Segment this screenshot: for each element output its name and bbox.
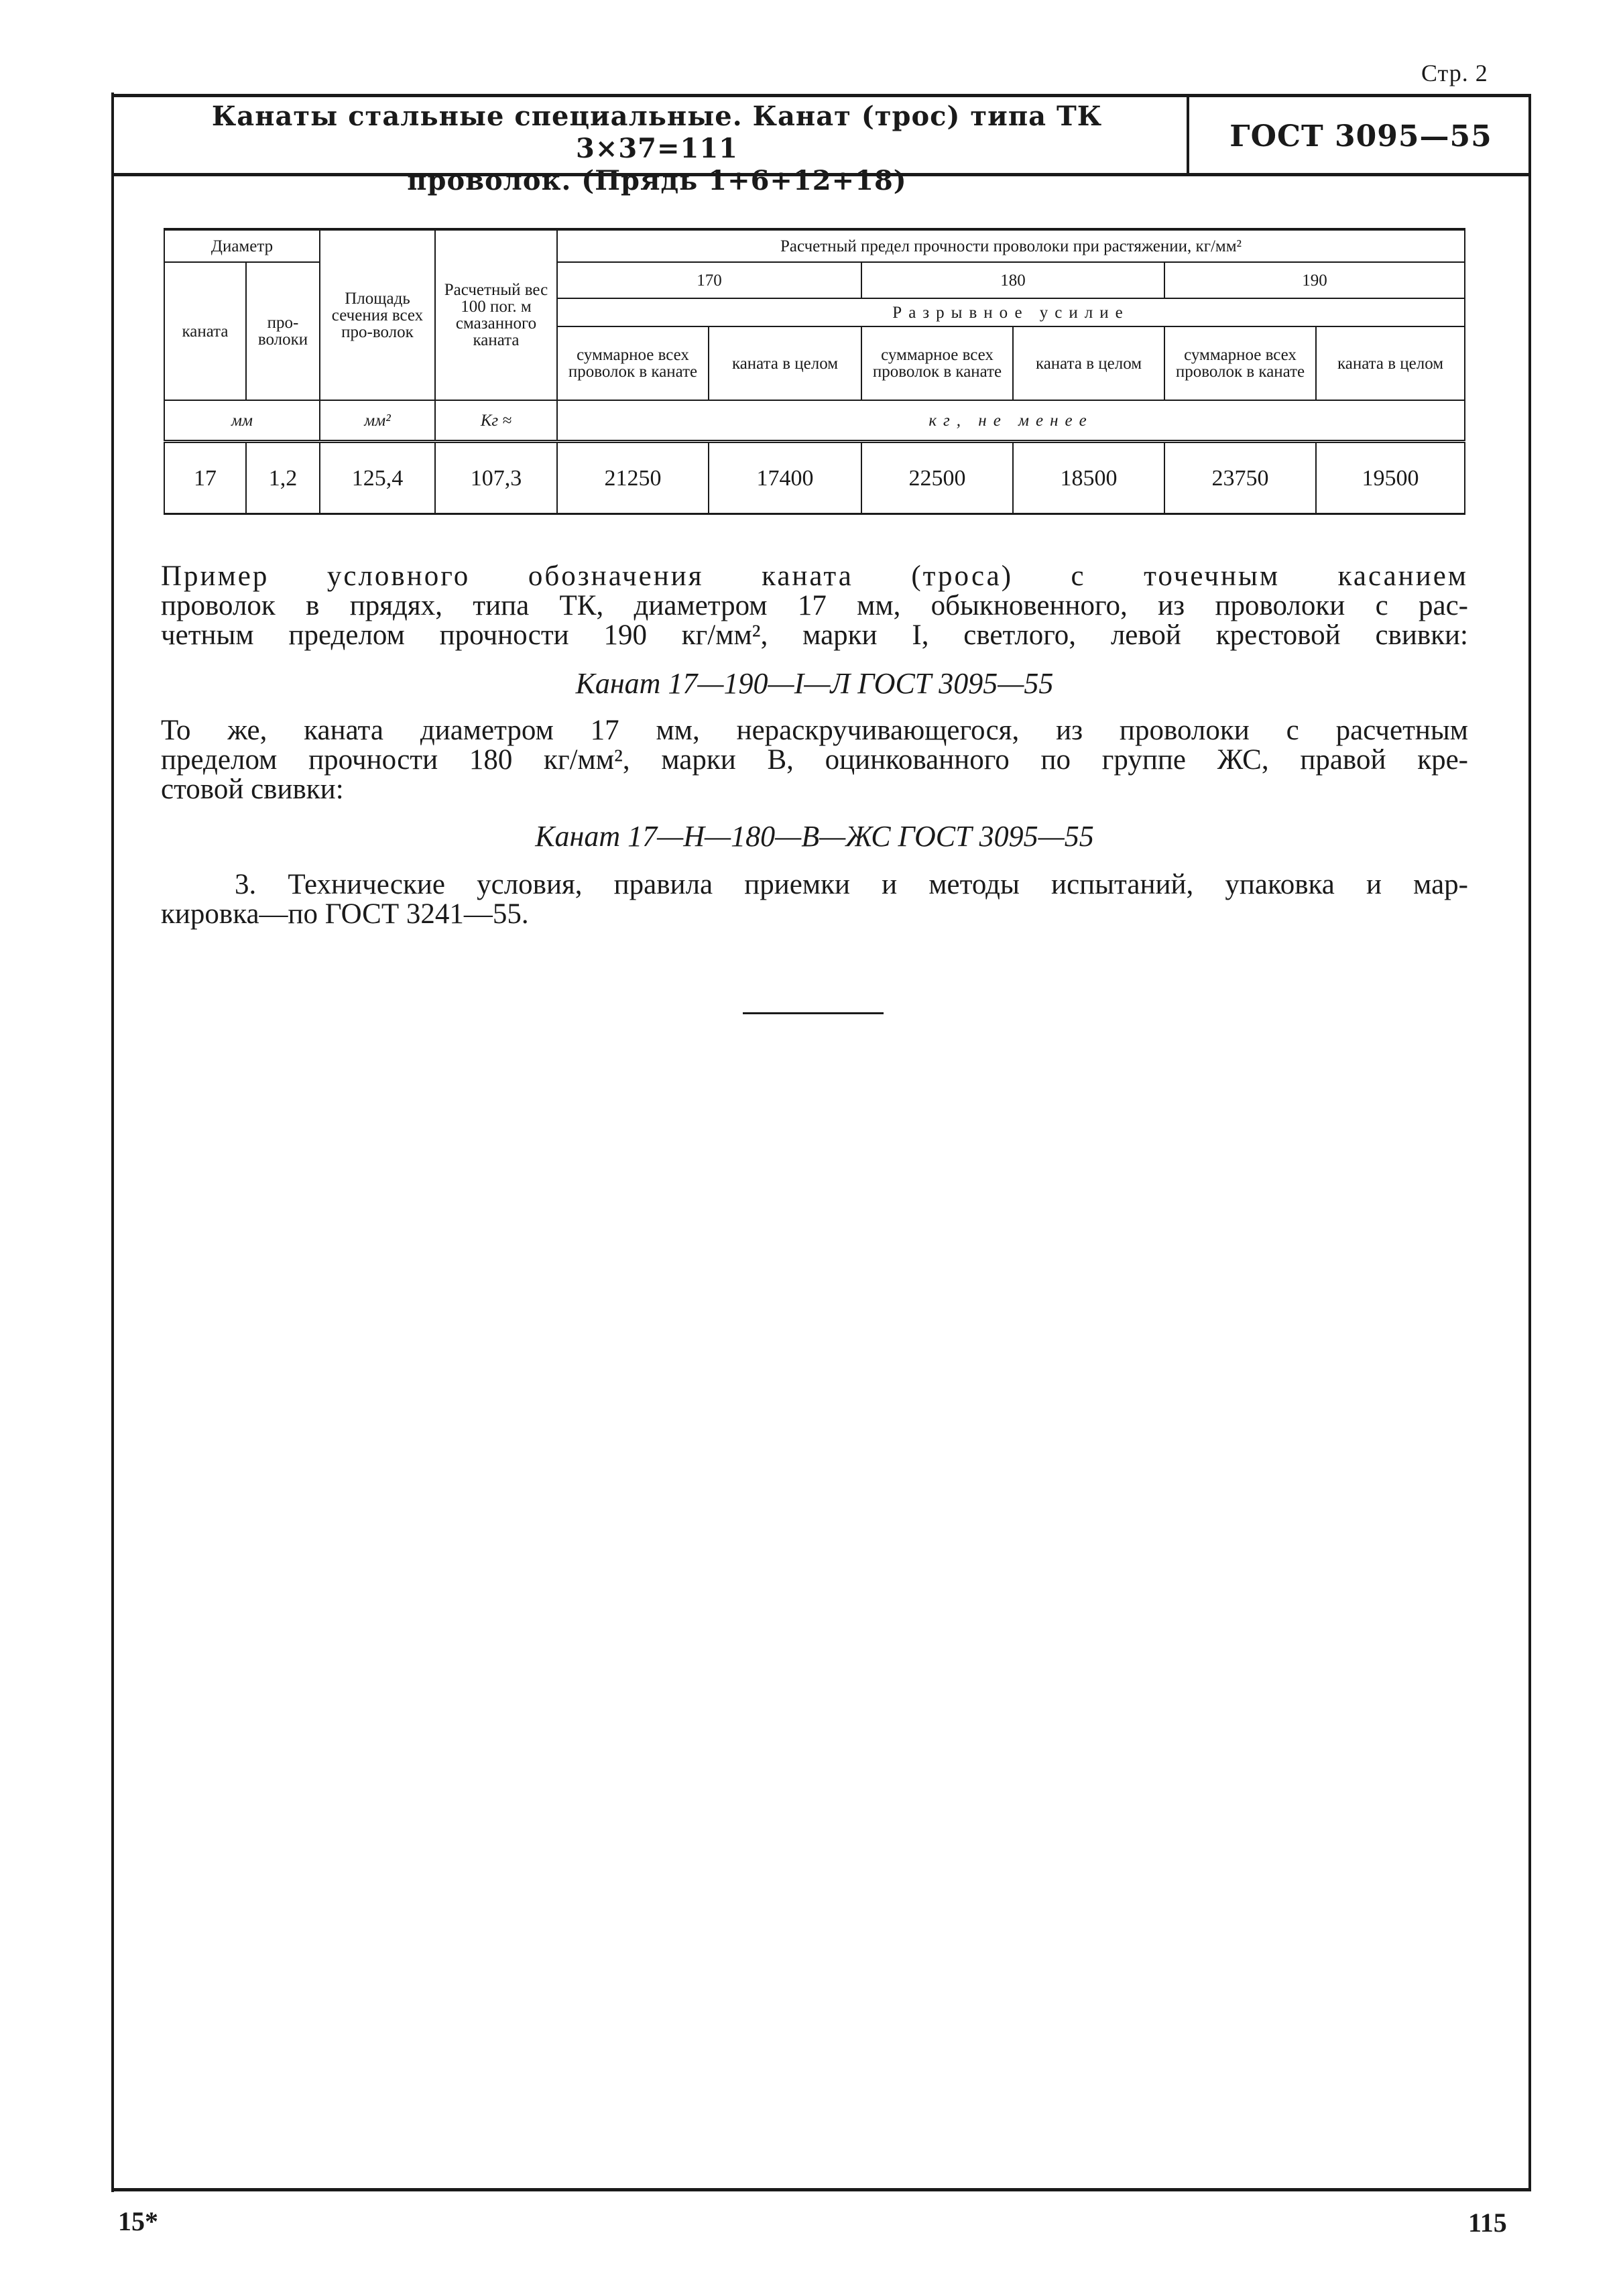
header-wire-diameter xyxy=(246,262,320,400)
rope-spec-table xyxy=(164,228,1465,515)
header-diameter: Диаметр xyxy=(164,229,320,262)
header-strength-170: 170 xyxy=(557,262,861,298)
header-strength-180: 180 xyxy=(861,262,1164,298)
document-title-line-2: проволок. (Прядь 1+6+12+18) xyxy=(407,165,907,196)
page-label: Стр. 2 xyxy=(1421,60,1488,86)
header-strength-190: 190 xyxy=(1164,262,1465,298)
gost-number: ГОСТ 3095—55 xyxy=(1229,119,1492,154)
paragraph-line: 3. Технические условия, правила приемки и методы испытаний, упаковка и мар- xyxy=(235,869,1468,900)
paragraph-line: пределом прочности 180 кг/мм², марки В, оцинкованного по группе ЖС, правой кре- xyxy=(161,744,1468,776)
header-170-whole: каната в целом xyxy=(709,326,861,400)
paragraph-clause-3 xyxy=(161,870,1468,929)
cell-170-total: 21250 xyxy=(557,442,709,514)
header-weight: Расчетный вес 100 пог. м смазанного каната xyxy=(435,229,557,400)
paragraph-line: четным пределом прочности 190 кг/мм², марки I, светлого, левой крестовой свивки: xyxy=(161,619,1468,651)
header-170-total: суммарное всех проволок в канате xyxy=(557,326,709,400)
header-strength: Расчетный предел прочности проволоки при растяжении, кг/мм² xyxy=(557,229,1465,262)
paragraph-line: стовой свивки: xyxy=(161,774,344,805)
cell-rope-diameter: 17 xyxy=(164,442,246,514)
header-divider xyxy=(1187,94,1189,176)
unit-area: мм² xyxy=(320,400,435,442)
cell-area: 125,4 xyxy=(320,442,435,514)
header-180-whole: каната в целом xyxy=(1013,326,1164,400)
page-number: 115 xyxy=(1468,2208,1507,2238)
page-frame-bottom xyxy=(111,2188,1531,2191)
header-190-whole: каната в целом xyxy=(1316,326,1465,400)
paragraph-line: То же, каната диаметром 17 мм, нераскручивающегося, из проволоки с расчетным xyxy=(161,715,1468,746)
header-area: Площадь сечения всех про-волок xyxy=(320,229,435,400)
unit-weight: Кг ≈ xyxy=(435,400,557,442)
page-frame-right xyxy=(1528,94,1531,2189)
paragraph-line: Пример условного обозначения каната (троса) с точечным касанием xyxy=(161,560,1468,592)
cell-180-whole: 18500 xyxy=(1013,442,1164,514)
header-top-rule xyxy=(113,94,1531,97)
document-title xyxy=(134,101,1180,197)
cell-weight: 107,3 xyxy=(435,442,557,514)
designation-formula-2: Канат 17—Н—180—В—ЖС ГОСТ 3095—55 xyxy=(535,820,1094,853)
unit-force: кг, не менее xyxy=(557,400,1465,442)
paragraph-line: проволок в прядях, типа ТК, диаметром 17 мм, обыкновенного, из проволоки с рас- xyxy=(161,590,1468,621)
cell-wire-diameter: 1,2 xyxy=(246,442,320,514)
signature-mark: 15* xyxy=(118,2206,158,2236)
unit-diameter: мм xyxy=(164,400,320,442)
end-rule xyxy=(743,1012,884,1014)
page-frame-left xyxy=(111,93,114,2192)
header-190-total: суммарное всех проволок в канате xyxy=(1164,326,1316,400)
header-breaking-force: Разрывное усилие xyxy=(557,298,1465,326)
cell-170-whole: 17400 xyxy=(709,442,861,514)
cell-180-total: 22500 xyxy=(861,442,1013,514)
paragraph-line: кировка—по ГОСТ 3241—55. xyxy=(161,898,529,930)
header-wire-diameter-text: про- волоки xyxy=(257,314,308,349)
paragraph-example-1 xyxy=(161,562,1468,650)
cell-190-total: 23750 xyxy=(1164,442,1316,514)
header-rope-diameter: каната xyxy=(164,262,246,400)
table-row xyxy=(164,442,1465,514)
document-title-line-1: Канаты стальные специальные. Канат (трос) типа ТК 3×37=111 xyxy=(211,101,1103,164)
paragraph-example-2 xyxy=(161,716,1468,804)
header-180-total: суммарное всех проволок в канате xyxy=(861,326,1013,400)
cell-190-whole: 19500 xyxy=(1316,442,1465,514)
designation-formula-1: Канат 17—190—I—Л ГОСТ 3095—55 xyxy=(575,667,1054,700)
